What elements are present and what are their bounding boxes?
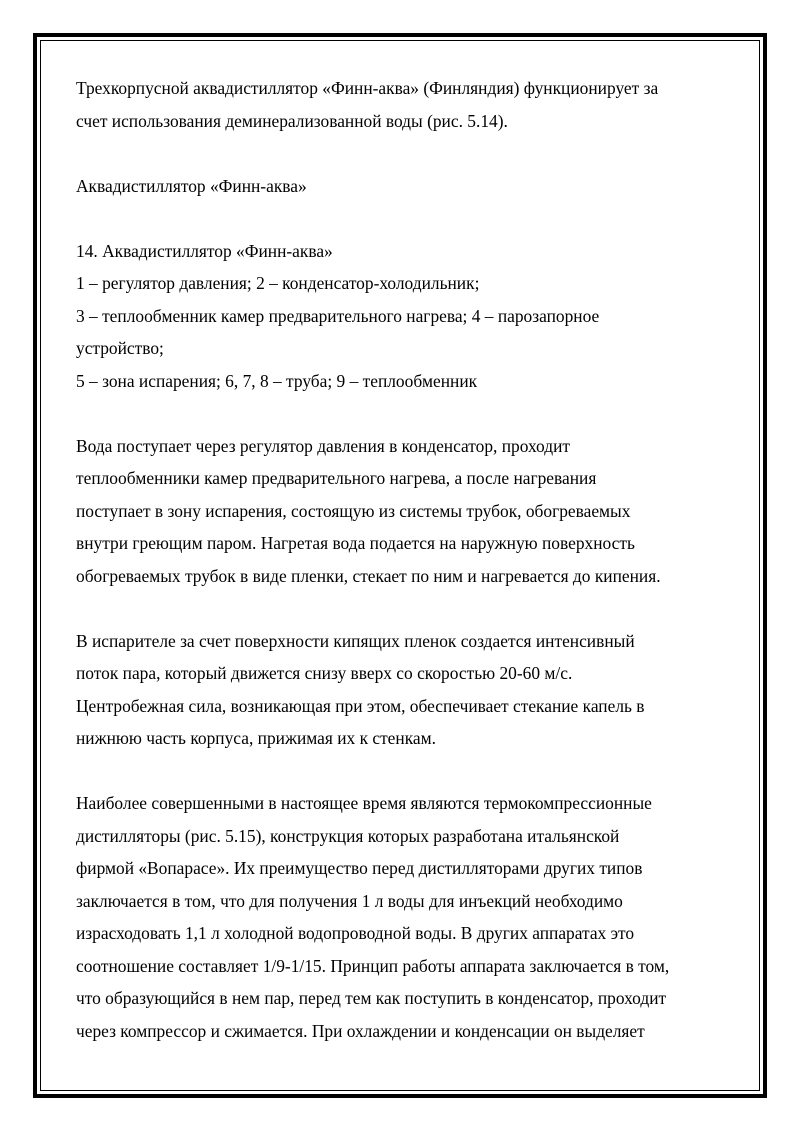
paragraph-evaporator	[76, 625, 736, 755]
text-line: внутри греющим паром. Нагретая вода подается на наружную поверхность	[76, 533, 635, 553]
text-line: Центробежная сила, возникающая при этом, обеспечивает стекание капель в	[76, 695, 645, 716]
text-line: 3 – теплообменник камер предварительного нагрева; 4 – парозапорное	[76, 305, 600, 326]
text-line: Трехкорпусной аквадистиллятор «Финн-аква» (Финляндия) функционирует за	[76, 78, 659, 98]
text-line: Вода поступает через регулятор давления в конденсатор, проходит	[76, 435, 571, 456]
paragraph-gap	[76, 137, 736, 170]
paragraph-gap	[76, 397, 736, 430]
text-line: поток пара, который движется снизу вверх со скоростью 20-60 м/с.	[76, 663, 573, 683]
text-line: теплообменники камер предварительного нагрева, а после нагревания	[76, 468, 597, 488]
text-line: устройство;	[76, 338, 164, 358]
paragraph-intro	[76, 72, 736, 137]
paragraph-gap	[76, 592, 736, 625]
text-line: Аквадистиллятор «Финн-аква»	[76, 175, 307, 196]
text-line: израсходовать 1,1 л холодной водопроводной воды. В других аппаратах это	[76, 923, 635, 943]
text-line: дистилляторы (рис. 5.15), конструкция которых разработана итальянской	[76, 825, 620, 846]
paragraph-thermocompression	[76, 787, 736, 1047]
text-line: Наиболее совершенными в настоящее время являются термокомпрессионные	[76, 793, 652, 813]
text-line: счет использования деминерализованной воды (рис. 5.14).	[76, 110, 508, 131]
text-line: 5 – зона испарения; 6, 7, 8 – труба; 9 – теплообменник	[76, 370, 478, 391]
paragraph-gap	[76, 202, 736, 235]
text-line: 1 – регулятор давления; 2 – конденсатор-холодильник;	[76, 273, 480, 293]
text-line: В испарителе за счет поверхности кипящих пленок создается интенсивный	[76, 630, 635, 651]
text-line: заключается в том, что для получения 1 л воды для инъекций необходимо	[76, 890, 623, 911]
paragraph-figure-caption	[76, 235, 736, 398]
text-line: обогреваемых трубок в виде пленки, стекает по ним и нагревается до кипения.	[76, 565, 661, 586]
paragraph-figure-title	[76, 170, 736, 203]
text-line: через компрессор и сжимается. При охлаждении и конденсации он выделяет	[76, 1020, 645, 1041]
text-line: соотношение составляет 1/9-1/15. Принцип работы аппарата заключается в том,	[76, 955, 670, 976]
paragraph-water-flow	[76, 430, 736, 593]
paragraph-gap	[76, 755, 736, 788]
text-line: 14. Аквадистиллятор «Финн-аква»	[76, 240, 333, 261]
text-line: фирмой «Вопарасе». Их преимущество перед дистилляторами других типов	[76, 858, 643, 878]
text-line: что образующийся в нем пар, перед тем как поступить в конденсатор, проходит	[76, 988, 667, 1008]
text-line: поступает в зону испарения, состоящую из системы трубок, обогреваемых	[76, 500, 631, 521]
text-line: нижнюю часть корпуса, прижимая их к стенкам.	[76, 728, 436, 748]
document-body	[76, 72, 736, 1047]
